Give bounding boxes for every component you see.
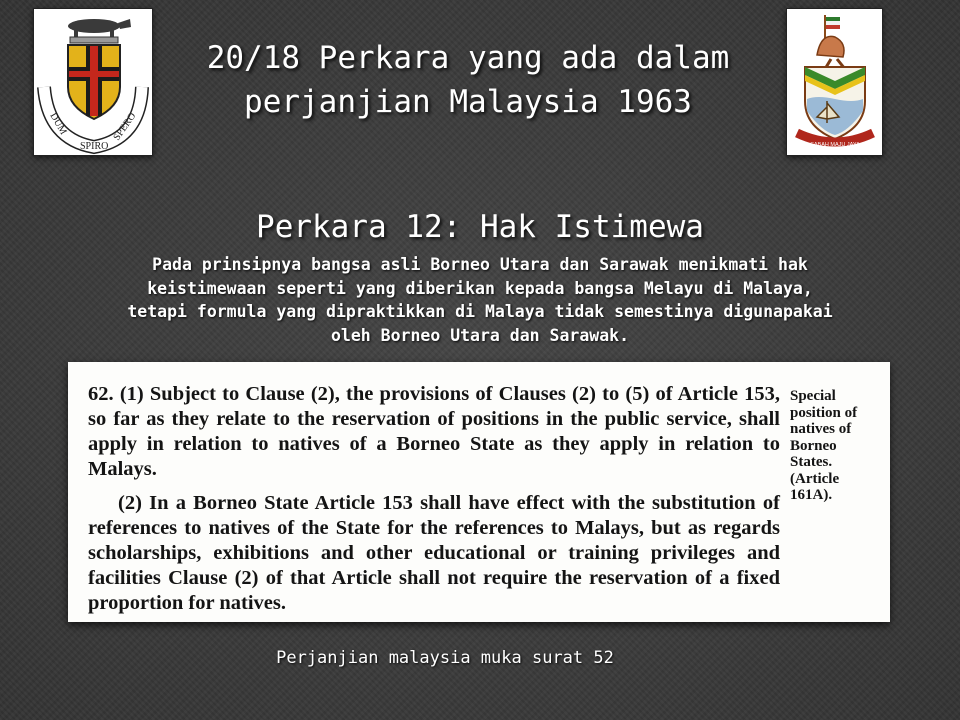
clause-2 bbox=[88, 491, 780, 616]
sabah-crest-image bbox=[786, 8, 883, 156]
source-caption-text: Perjanjian malaysia muka surat 52 bbox=[276, 648, 614, 668]
clause-2-number: (2) bbox=[118, 492, 142, 514]
paragraph-line-3: tetapi formula yang dipraktikkan di Malaya tidak semestinya digunapakai bbox=[127, 302, 833, 321]
title-line-1: 20/18 Perkara yang ada dalam bbox=[206, 40, 730, 76]
side-note-line: Special bbox=[790, 388, 836, 404]
side-note bbox=[790, 388, 882, 504]
side-note-line: position of bbox=[790, 404, 858, 421]
clause-2-text: In a Borneo State Article 153 shall have effect with the substitution of references to natives of the State for the references to Malays, but as regards scholarships, exhibitions and other educational or training privileges and facilities Clause (2) of that Article shall not require the reservation of a fixed proportion for natives. bbox=[88, 492, 781, 614]
side-note-line: (Article bbox=[790, 470, 840, 487]
motto-word-1: DUM bbox=[47, 111, 69, 137]
clause-1-number: 62. (1) bbox=[88, 383, 144, 405]
section-heading: Perkara 12: Hak Istimewa bbox=[256, 209, 704, 245]
scanned-document bbox=[68, 362, 890, 622]
paragraph-line-2: keistimewaan seperti yang diberikan kepada bangsa Melayu di Malaya, bbox=[147, 278, 813, 298]
side-note-line: natives of bbox=[790, 421, 852, 437]
sarawak-crest-icon bbox=[34, 9, 152, 155]
clause-1-text: Subject to Clause (2), the provisions of Clauses (2) to (5) of Article 153, so far as they relate to the reservation of positions in the public service, shall apply in relation to natives of a Borneo State as they apply in relation to Malays. bbox=[88, 383, 780, 480]
sabah-motto: SABAH MAJU JAYA bbox=[810, 142, 860, 148]
side-note-line: Borneo bbox=[790, 437, 837, 454]
sabah-crest-icon bbox=[787, 9, 882, 155]
paragraph-line-4: oleh Borneo Utara dan Sarawak. bbox=[330, 325, 629, 345]
motto-word-2: SPIRO bbox=[80, 141, 109, 152]
document-body bbox=[88, 382, 780, 625]
summary-paragraph bbox=[30, 253, 930, 347]
side-note-line: 161A). bbox=[790, 487, 833, 503]
sarawak-crest-image bbox=[33, 8, 153, 156]
source-caption bbox=[0, 648, 890, 668]
slide-title bbox=[150, 36, 786, 124]
clause-1 bbox=[88, 382, 780, 482]
motto-word-3: SPERO bbox=[111, 110, 139, 143]
side-note-line: States. bbox=[790, 454, 833, 470]
paragraph-line-1: Pada prinsipnya bangsa asli Borneo Utara dan Sarawak menikmati hak bbox=[152, 255, 808, 274]
title-line-2: perjanjian Malaysia 1963 bbox=[244, 84, 692, 120]
